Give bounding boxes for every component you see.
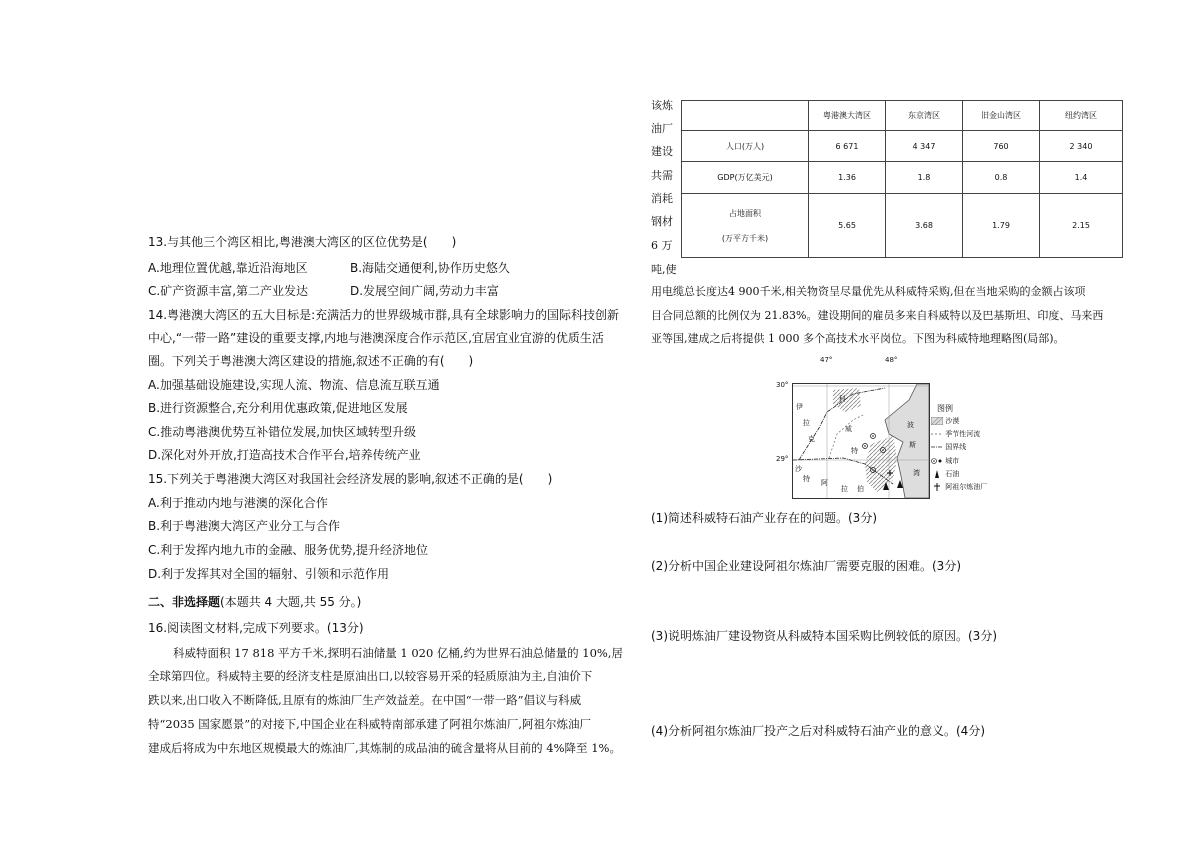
q16-para-line2: 全球第四位。科威特主要的经济支柱是原油出口,以较容易开采的轻质原油为主,自油价下 xyxy=(148,669,593,683)
table-row xyxy=(682,162,1123,194)
legend-item-oil xyxy=(931,469,959,479)
table-row-label xyxy=(682,194,809,258)
section-heading xyxy=(148,594,361,610)
q14-line3: 圈。下列关于粤港澳大湾区建设的措施,叙述不正确的有( ) xyxy=(148,354,474,368)
map-lon-47: 47° xyxy=(820,356,833,364)
table-cell: 5.65 xyxy=(809,194,886,258)
table-header-cell: 东京湾区 xyxy=(886,101,963,131)
q13-option-a: A.地理位置优越,靠近沿海地区 xyxy=(148,261,308,275)
table-cell: 1.36 xyxy=(809,162,886,194)
table-cell: 3.68 xyxy=(886,194,963,258)
q13-stem: 13.与其他三个湾区相比,粤港澳大湾区的区位优势是( ) xyxy=(148,235,457,249)
side-text-3: 建设 xyxy=(651,145,673,158)
section-note: (本题共 4 大题,共 55 分。) xyxy=(220,595,362,609)
table-header-cell: 纽约湾区 xyxy=(1040,101,1123,131)
side-text-7: 6 万 xyxy=(651,239,673,252)
map-label: 湾 xyxy=(913,469,920,477)
q14-option-b: B.进行资源整合,充分利用优惠政策,促进地区发展 xyxy=(148,401,408,415)
q16-para-line3: 跌以来,出口收入不断降低,且原有的炼油厂生产效益差。在中国“一带一路”倡议与科威 xyxy=(148,693,582,707)
table-row xyxy=(682,194,1123,258)
table-cell: 1.79 xyxy=(963,194,1040,258)
map-intro-line1: 用电缆总长度达4 900千米,相关物资呈尽量优先从科威特采购,但在当地采购的金额占该项 xyxy=(651,285,1086,298)
legend-label: 国界线 xyxy=(945,443,967,451)
map-intro-line3: 亚等国,建成之后将提供 1 000 多个高技术水平岗位。下图为科威特地理略图(局部)。 xyxy=(651,332,1065,345)
q13-option-b: B.海陆交通便利,协作历史悠久 xyxy=(350,261,510,275)
desert-area xyxy=(833,388,861,412)
table-header-cell: 粤港澳大湾区 xyxy=(809,101,886,131)
oil-icon xyxy=(931,470,943,478)
q16-para-line4: 特“2035 国家愿景”的对接下,中国企业在科威特南部承建了阿祖尔炼油厂,阿祖尔炼油厂 xyxy=(148,717,591,731)
bay-area-table xyxy=(681,100,1123,258)
map-label: 拉 xyxy=(803,419,810,427)
q16-sub3: (3)说明炼油厂建设物资从科威特本国采购比例较低的原因。(3分) xyxy=(651,629,997,643)
q15-option-b: B.利于粤港澳大湾区产业分工与合作 xyxy=(148,519,341,533)
map-label: 斯 xyxy=(909,441,916,449)
table-cell: 760 xyxy=(963,131,1040,162)
q16-sub4: (4)分析阿祖尔炼油厂投产之后对科威特石油产业的意义。(4分) xyxy=(651,724,985,738)
legend-item-city xyxy=(931,456,959,466)
legend-item-desert xyxy=(931,416,959,426)
legend-item-border xyxy=(931,442,966,452)
table-header-row xyxy=(682,101,1123,131)
side-text-8: 吨,使 xyxy=(651,263,677,276)
map-label: 伊 xyxy=(796,403,803,411)
q14-option-c: C.推动粤港澳优势互补错位发展,加快区域转型升级 xyxy=(148,425,417,439)
table-row-label-line2: (万平方千米) xyxy=(721,233,769,243)
city-icon xyxy=(931,457,943,465)
table-cell: 1.4 xyxy=(1040,162,1123,194)
legend-label: 石油 xyxy=(945,470,960,478)
map-label: 伯 xyxy=(857,485,864,493)
side-text-1: 该炼 xyxy=(651,99,673,112)
q16-para-line5: 建成后将成为中东地区规模最大的炼油厂,其炼制的成品油的硫含量将从目前的 4%降至 1%。 xyxy=(148,741,621,755)
q13-option-c: C.矿产资源丰富,第二产业发达 xyxy=(148,284,309,298)
table-row xyxy=(682,131,1123,162)
map-lat-29: 29° xyxy=(776,455,789,463)
table-cell: 6 671 xyxy=(809,131,886,162)
border-line-icon xyxy=(931,443,943,451)
q16-title: 16.阅读图文材料,完成下列要求。(13分) xyxy=(148,621,364,635)
q16-para-line1: 科威特面积 17 818 平方千米,探明石油储量 1 020 亿桶,约为世界石油总储量的 10%,居 xyxy=(173,646,623,660)
q16-sub1: (1)简述科威特石油产业存在的问题。(3分) xyxy=(651,511,877,525)
map-label: 特 xyxy=(803,475,810,483)
q16-sub2: (2)分析中国企业建设阿祖尔炼油厂需要克服的困难。(3分) xyxy=(651,559,961,573)
table-cell: 0.8 xyxy=(963,162,1040,194)
side-text-6: 钢材 xyxy=(651,215,673,228)
map-label: 波 xyxy=(907,421,914,429)
q14-option-a: A.加强基础设施建设,实现人流、物流、信息流互联互通 xyxy=(148,378,440,392)
legend-label: 沙漠 xyxy=(945,417,960,425)
q15-option-d: D.利于发挥其对全国的辐射、引领和示范作用 xyxy=(148,567,390,581)
map-label: 特 xyxy=(851,447,858,455)
q15-option-c: C.利于发挥内地九市的金融、服务优势,提升经济地位 xyxy=(148,543,429,557)
map-label: 科 xyxy=(839,395,846,403)
legend-label: 城市 xyxy=(945,457,960,465)
side-text-2: 油厂 xyxy=(651,122,673,135)
map-label: 克 xyxy=(808,435,815,443)
q13-option-d: D.发展空间广阔,劳动力丰富 xyxy=(350,284,499,298)
seasonal-river xyxy=(829,414,865,458)
table-header-cell xyxy=(682,101,809,131)
kuwait-map xyxy=(792,383,930,499)
map-label: 沙 xyxy=(795,465,802,473)
river-line-icon xyxy=(931,430,943,438)
map-lon-48: 48° xyxy=(885,356,898,364)
side-text-4: 共需 xyxy=(651,169,673,182)
table-row-label-line1: 占地面积 xyxy=(729,208,761,218)
legend-label: 阿祖尔炼油厂 xyxy=(945,483,988,491)
map-label: 阿 xyxy=(821,479,828,487)
map-label: 威 xyxy=(845,425,852,433)
legend-label: 季节性河流 xyxy=(945,430,981,438)
table-row-label: GDP(万亿美元) xyxy=(682,162,809,194)
table-cell: 2.15 xyxy=(1040,194,1123,258)
map-lat-30: 30° xyxy=(776,381,789,389)
q14-line1: 14.粤港澳大湾区的五大目标是:充满活力的世界级城市群,具有全球影响力的国际科技创新 xyxy=(148,308,619,322)
q14-option-d: D.深化对外开放,打造高技术合作平台,培养传统产业 xyxy=(148,448,421,462)
table-row-label: 人口(万人) xyxy=(682,131,809,162)
table-cell: 4 347 xyxy=(886,131,963,162)
table-cell: 1.8 xyxy=(886,162,963,194)
legend-item-river xyxy=(931,429,980,439)
refinery-icon xyxy=(931,483,943,491)
legend-title: 图例 xyxy=(937,404,953,413)
q15-option-a: A.利于推动内地与港澳的深化合作 xyxy=(148,496,328,510)
legend-item-refinery xyxy=(931,482,987,492)
table-cell: 2 340 xyxy=(1040,131,1123,162)
q15-stem: 15.下列关于粤港澳大湾区对我国社会经济发展的影响,叙述不正确的是( ) xyxy=(148,472,553,486)
section-title: 二、非选择题 xyxy=(148,595,221,609)
q14-line2: 中心,“一带一路”建设的重要支撑,内地与港澳深度合作示范区,宜居宜业宜游的优质生活 xyxy=(148,331,604,345)
map-intro-line2: 目合同总额的比例仅为 21.83%。建设期间的雇员多来自科威特以及巴基斯坦、印度、马来西 xyxy=(651,309,1104,322)
side-text-5: 消耗 xyxy=(651,192,673,205)
map-label: 拉 xyxy=(841,485,848,493)
table-header-cell: 旧金山湾区 xyxy=(963,101,1040,131)
desert-swatch-icon xyxy=(931,417,943,425)
